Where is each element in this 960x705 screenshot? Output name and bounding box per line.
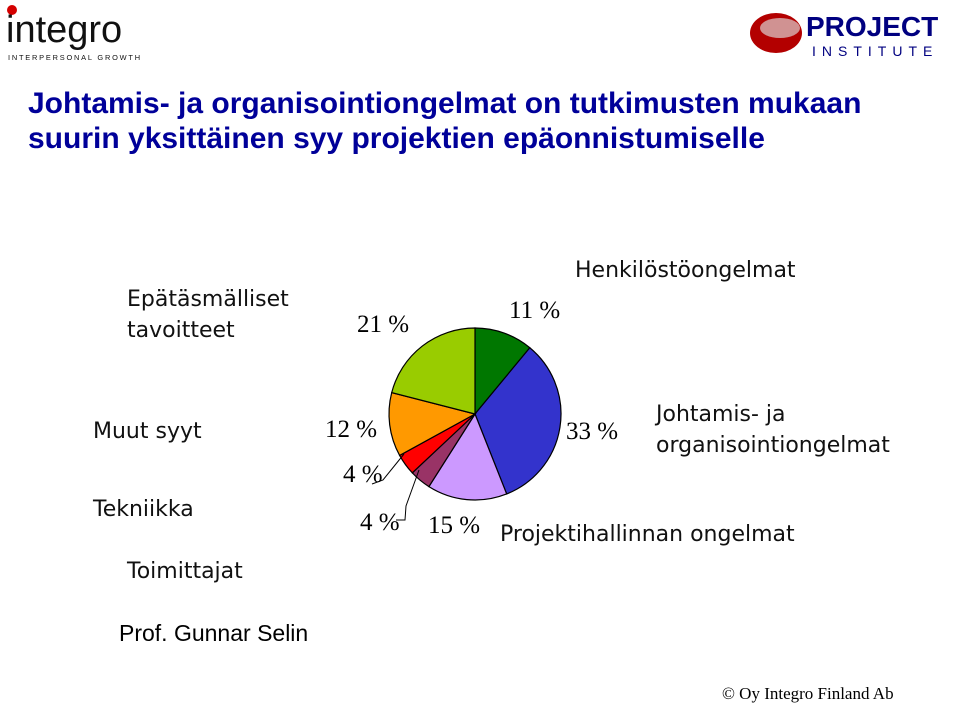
data-label-epatasmalliset: 21 % — [357, 311, 410, 338]
category-label-henkilosto: Henkilöstöongelmat — [575, 258, 796, 283]
category-label-epatasmalliset: Epätäsmälliset tavoitteet — [127, 287, 289, 343]
slide-title-line-2: suurin yksittäinen syy projektien epäonnistumiselle — [28, 122, 765, 155]
copyright-notice: © Oy Integro Finland Ab — [722, 684, 894, 703]
category-label-muut: Muut syyt — [93, 419, 202, 444]
author-credit: Prof. Gunnar Selin — [119, 620, 309, 646]
category-label-johtamis: Johtamis- ja organisointiongelmat — [656, 402, 890, 458]
project-institute-wordmark: PROJECT — [806, 11, 939, 42]
integro-logo-wordmark: integro — [6, 9, 123, 51]
category-label-projektihallinta: Projektihallinnan ongelmat — [500, 522, 795, 547]
data-label-johtamis: 33 % — [566, 418, 619, 445]
project-institute-subtitle: INSTITUTE — [812, 43, 939, 59]
data-label-muut: 12 % — [325, 416, 378, 443]
integro-logo-tagline: INTERPERSONAL GROWTH — [8, 53, 142, 62]
data-label-projektihallinta: 15 % — [428, 512, 481, 539]
category-label-toimittajat: Toimittajat — [127, 559, 243, 584]
data-label-tekniikka: 4 % — [343, 461, 383, 488]
slide-title-line-1: Johtamis- ja organisointiongelmat on tutkimusten mukaan — [28, 87, 862, 120]
data-label-toimittajat: 4 % — [360, 509, 400, 536]
category-label-tekniikka: Tekniikka — [93, 497, 194, 522]
data-label-henkilosto: 11 % — [509, 297, 561, 324]
